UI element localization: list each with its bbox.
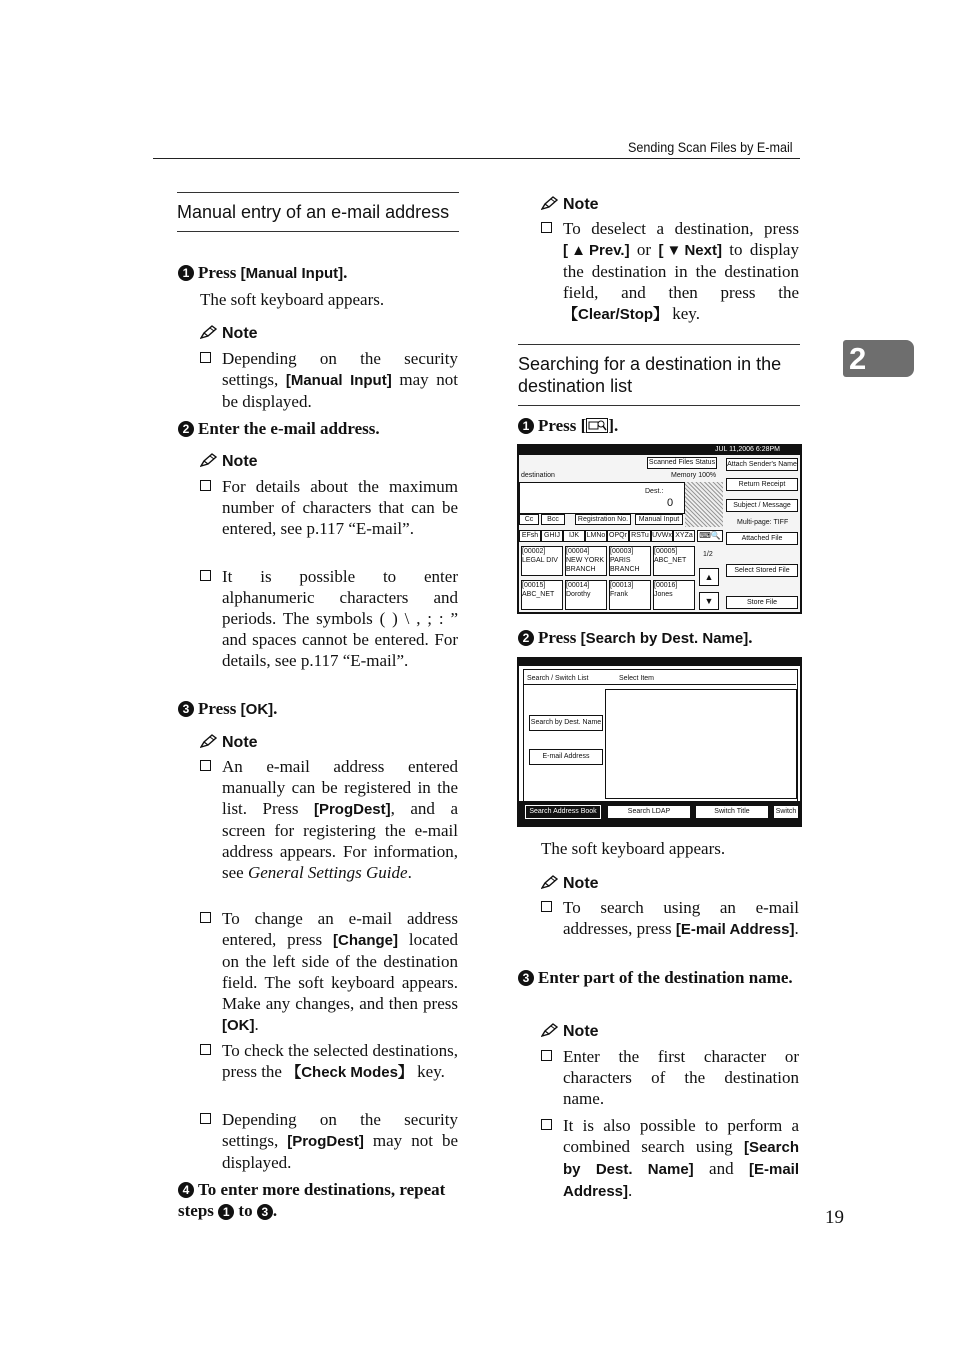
search-button[interactable]: ⌨🔍 xyxy=(697,530,723,542)
entry-id: [00003] xyxy=(610,548,634,555)
checkbox-bullet xyxy=(200,912,211,923)
note-item: An e-mail address entered manually can be registered in the list. Press [ProgDest], and a screen for registering the e-mail address appears. For information, see General Settings Guide. xyxy=(222,756,458,883)
step-number: 2 xyxy=(518,630,534,646)
manual-input-button[interactable]: Manual Input xyxy=(635,514,683,525)
checkbox-bullet xyxy=(200,1113,211,1124)
status-bar xyxy=(519,659,800,666)
dest-count: 0 xyxy=(667,497,674,509)
index-tab[interactable]: UVWx xyxy=(651,530,673,542)
note-item: To change an e-mail address entered, press [Change] located on the left side of the destination field. The soft keyboard appears. Make any changes, and then press [OK]. xyxy=(222,908,458,1036)
note-item: Depending on the security settings, [ProgDest] may not be displayed. xyxy=(222,1109,458,1173)
tab-switch[interactable]: Switch xyxy=(773,805,799,819)
pencil-icon xyxy=(200,325,218,339)
index-tab[interactable]: EFsh xyxy=(519,530,541,542)
step-2-result: The soft keyboard appears. xyxy=(541,839,726,858)
destination-entry[interactable] xyxy=(609,580,651,610)
checkbox-bullet xyxy=(541,1050,552,1061)
entry-name: NEW YORK BRANCH xyxy=(566,557,604,573)
chapter-number: 2 xyxy=(849,341,867,376)
step-1-result: The soft keyboard appears. xyxy=(200,290,385,309)
note-item: To check the selected destinations, press the 【Check Modes】 key. xyxy=(222,1040,458,1083)
destination-entry[interactable] xyxy=(521,580,563,610)
registration-no-button[interactable]: Registration No. xyxy=(575,514,631,525)
chapter-tab xyxy=(843,340,914,377)
note-heading: Note xyxy=(200,733,258,753)
step-2: 2 Press [Search by Dest. Name]. xyxy=(518,627,752,649)
side-button[interactable]: Subject / Message xyxy=(726,499,798,512)
index-tab[interactable]: GHIJ xyxy=(541,530,563,542)
step-3: 3 Enter part of the destination name. xyxy=(518,967,800,988)
note-heading: Note xyxy=(200,452,258,472)
step-number: 2 xyxy=(178,421,194,437)
note-item: It is possible to enter alphanumeric characters and periods. The symbols ( ) \ , ; : ” and spaces cannot be entered. For details, see p.117 “E-mail”. xyxy=(222,566,458,671)
destination-field xyxy=(519,482,685,514)
pencil-icon xyxy=(541,1023,559,1037)
index-tab[interactable]: OPQr xyxy=(607,530,629,542)
entry-name: Jones xyxy=(654,591,673,598)
select-item-label: Select Item xyxy=(619,675,655,682)
note-item: To search using an e-mail addresses, press [E-mail Address]. xyxy=(563,897,799,940)
entry-id: [00005] xyxy=(654,548,678,555)
entry-name: PARIS BRANCH xyxy=(610,557,640,573)
next-button[interactable]: ▼ xyxy=(699,592,719,610)
note-heading: Note xyxy=(541,1022,599,1042)
step-1: 1 Press [Manual Input]. xyxy=(178,262,347,284)
index-tab[interactable]: IJK xyxy=(563,530,585,542)
entry-id: [00015] xyxy=(522,582,546,589)
section-title-search-destination: Searching for a destination in the destination list xyxy=(518,344,800,406)
side-button[interactable]: Attach Sender's Name xyxy=(726,458,798,471)
checkbox-bullet xyxy=(200,570,211,581)
pencil-icon xyxy=(200,734,218,748)
destination-label: destination xyxy=(521,472,555,479)
divider xyxy=(523,684,796,685)
pencil-icon xyxy=(200,453,218,467)
date-time: JUL 11,2006 6:28PM xyxy=(715,446,780,453)
search-book-icon xyxy=(586,418,608,433)
index-tab[interactable]: XYZa xyxy=(673,530,695,542)
step-number: 3 xyxy=(518,970,534,986)
results-area xyxy=(605,689,797,799)
side-button[interactable]: Select Stored File xyxy=(726,564,798,577)
entry-name: ABC_NET xyxy=(654,557,687,564)
checkbox-bullet xyxy=(200,480,211,491)
entry-id: [00002] xyxy=(522,548,546,555)
checkbox-bullet xyxy=(541,1119,552,1130)
tab-search-address-book[interactable]: Search Address Book xyxy=(525,805,601,819)
checkbox-bullet xyxy=(200,760,211,771)
pencil-icon xyxy=(541,875,559,889)
destination-entry[interactable] xyxy=(609,546,651,576)
search-list-screenshot xyxy=(517,657,802,827)
step-ref: 1 xyxy=(218,1204,234,1220)
index-tab[interactable]: LMNo xyxy=(585,530,607,542)
side-button[interactable]: Attached File xyxy=(726,532,798,545)
note-item: Enter the first character or characters of the destination name. xyxy=(563,1046,799,1109)
destination-entry[interactable] xyxy=(653,546,695,576)
entry-id: [00014] xyxy=(566,582,590,589)
email-address-button[interactable]: E-mail Address xyxy=(529,749,603,765)
search-by-dest-name-button[interactable]: Search by Dest. Name xyxy=(529,715,603,731)
entry-id: [00004] xyxy=(566,548,590,555)
step-3: 3 Press [OK]. xyxy=(178,698,277,720)
checkbox-bullet xyxy=(541,901,552,912)
checkbox-bullet xyxy=(541,222,552,233)
entry-id: [00016] xyxy=(654,582,678,589)
step-ref: 3 xyxy=(257,1204,273,1220)
side-button[interactable]: Return Receipt xyxy=(726,478,798,491)
note-item: Depending on the security settings, [Manual Input] may not be displayed. xyxy=(222,348,458,412)
tab-search-ldap[interactable]: Search LDAP xyxy=(607,805,691,819)
cc-button[interactable]: Cc xyxy=(519,514,539,525)
checkbox-bullet xyxy=(200,1044,211,1055)
multipage-format-label: Multi-page: TIFF xyxy=(737,519,789,526)
note-heading: Note xyxy=(541,195,599,215)
header-rule xyxy=(153,158,800,159)
index-tab[interactable]: RSTu xyxy=(629,530,651,542)
search-switch-title: Search / Switch List xyxy=(527,675,589,682)
entry-name: LEGAL DIV xyxy=(522,557,558,564)
note-item: For details about the maximum number of characters that can be entered, see p.117 “E-mail”. xyxy=(222,476,458,539)
step-4: 4 To enter more destinations, repeat steps 1 to 3 . xyxy=(178,1180,446,1220)
step-number: 1 xyxy=(178,265,194,281)
pencil-icon xyxy=(541,196,559,210)
step-number: 1 xyxy=(518,418,534,434)
section-title-manual-entry: Manual entry of an e-mail address xyxy=(177,192,459,232)
step-2: 2 Enter the e-mail address. xyxy=(178,418,380,439)
checkbox-bullet xyxy=(200,352,211,363)
page-indicator: 1/2 xyxy=(703,551,713,558)
memory-indicator: Memory 100% xyxy=(671,472,717,479)
side-button[interactable]: Store File xyxy=(726,596,798,609)
prev-button[interactable]: ▲ xyxy=(699,568,719,586)
destination-entry[interactable] xyxy=(521,546,563,576)
bcc-button[interactable]: Bcc xyxy=(541,514,565,525)
entry-id: [00013] xyxy=(610,582,634,589)
scanned-files-status-button[interactable]: Scanned Files Status xyxy=(647,457,717,469)
running-header: Sending Scan Files by E-mail xyxy=(628,139,793,155)
tab-switch-title[interactable]: Switch Title xyxy=(695,805,769,819)
entry-name: Frank xyxy=(610,591,628,598)
destination-entry[interactable] xyxy=(565,580,607,610)
step-number: 4 xyxy=(178,1182,194,1198)
destination-entry[interactable] xyxy=(565,546,607,576)
entry-name: ABC_NET xyxy=(522,591,555,598)
note-heading: Note xyxy=(541,874,599,894)
note-heading: Note xyxy=(200,324,258,344)
entry-name: Dorothy xyxy=(566,591,591,598)
page-number: 19 xyxy=(825,1207,844,1228)
destination-entry[interactable] xyxy=(653,580,695,610)
note-item: To deselect a destination, press [▲Prev.] or [▼Next] to display the destination in the destination field, and then press the 【Clear/Stop】 key. xyxy=(563,218,799,325)
step-1: 1 Press [ ]. xyxy=(518,415,618,436)
dest-label: Dest.: xyxy=(645,488,664,495)
touch-panel-screenshot xyxy=(517,444,802,614)
note-item: It is also possible to perform a combined search using [Search by Dest. Name] and [E-mail Address]. xyxy=(563,1115,799,1202)
scroll-area xyxy=(685,482,723,527)
step-number: 3 xyxy=(178,701,194,717)
